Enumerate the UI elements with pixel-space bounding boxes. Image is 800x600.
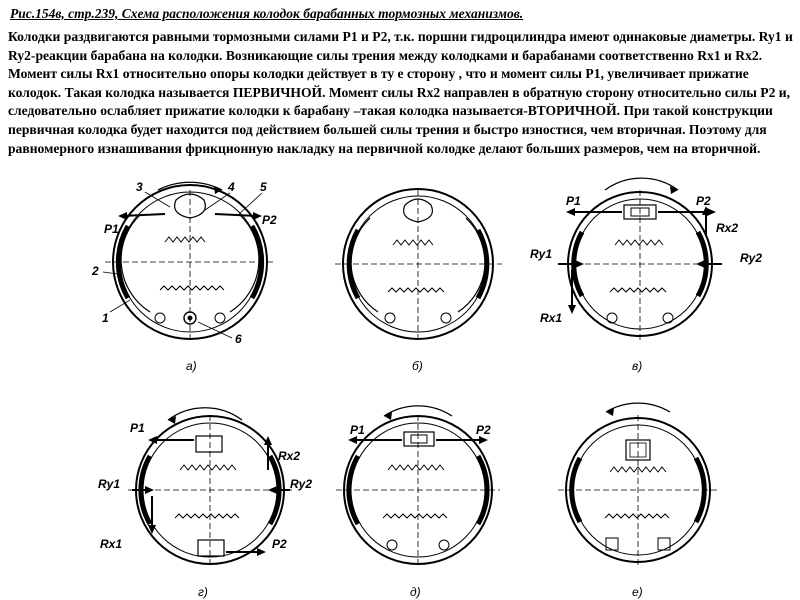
caption-g: г): [198, 585, 208, 599]
label-p1: P1: [130, 421, 145, 435]
caption-d: д): [410, 585, 421, 599]
label-p1: P1: [350, 423, 365, 437]
label-3: 3: [136, 180, 143, 194]
label-p2: P2: [476, 423, 491, 437]
label-2: 2: [92, 264, 99, 278]
label-rx2: Rx2: [278, 449, 301, 463]
label-rx2: Rx2: [716, 221, 739, 235]
label-p1: P1: [104, 222, 119, 236]
label-ry1: Ry1: [98, 477, 121, 491]
label-rx1: Rx1: [100, 537, 123, 551]
drum-diagram-e: [558, 403, 718, 565]
label-p2: P2: [272, 537, 287, 551]
label-1: 1: [102, 311, 109, 325]
caption-e: е): [632, 585, 643, 599]
label-5: 5: [260, 180, 267, 194]
label-rx1: Rx1: [540, 311, 563, 325]
label-p2: P2: [262, 213, 277, 227]
caption-v: в): [632, 359, 643, 373]
label-p1: P1: [566, 194, 581, 208]
figure-title: Рис.154в, стр.239, Схема расположения колодок барабанных тормозных механизмов.: [10, 6, 524, 21]
label-4: 4: [228, 180, 235, 194]
caption-b: б): [412, 359, 423, 373]
label-6: 6: [235, 332, 242, 346]
label-ry1: Ry1: [530, 247, 553, 261]
label-p2: P2: [696, 194, 711, 208]
label-ry2: Ry2: [740, 251, 763, 265]
caption-a: а): [186, 359, 197, 373]
label-ry2: Ry2: [290, 477, 313, 491]
body-paragraph: Колодки раздвигаются равными тормозными силами Р1 и Р2, т.к. поршни гидроцилиндра имеют одинаковые диаметры. Ry1 и Ry2-реакции барабана на колодки. Возникающие силы трения между колодками и барабанами соответственно Rx1 и Rx2. Момент силы Rx1 относительно опоры колодки действует в ту е сторону , что и момент силы Р1, увеличивает прижатие колодок. Такая колодка называется ПЕРВИЧНОЙ. Момент силы Rx2 направлен в обратную сторону относительно силы Р2 и, следовательно ослабляет прижатие колодки к барабану –такая колодка называется-ВТОРИЧНОЙ. При такой конструкции первичная колодка будет находится под действием большей силы трения и быстро изностися, чем вторичная. Поэтому для равномерного изнашивания фрикционную накладку на первичной колодке делают больших размеров, чем на вторичной.: [8, 29, 793, 156]
